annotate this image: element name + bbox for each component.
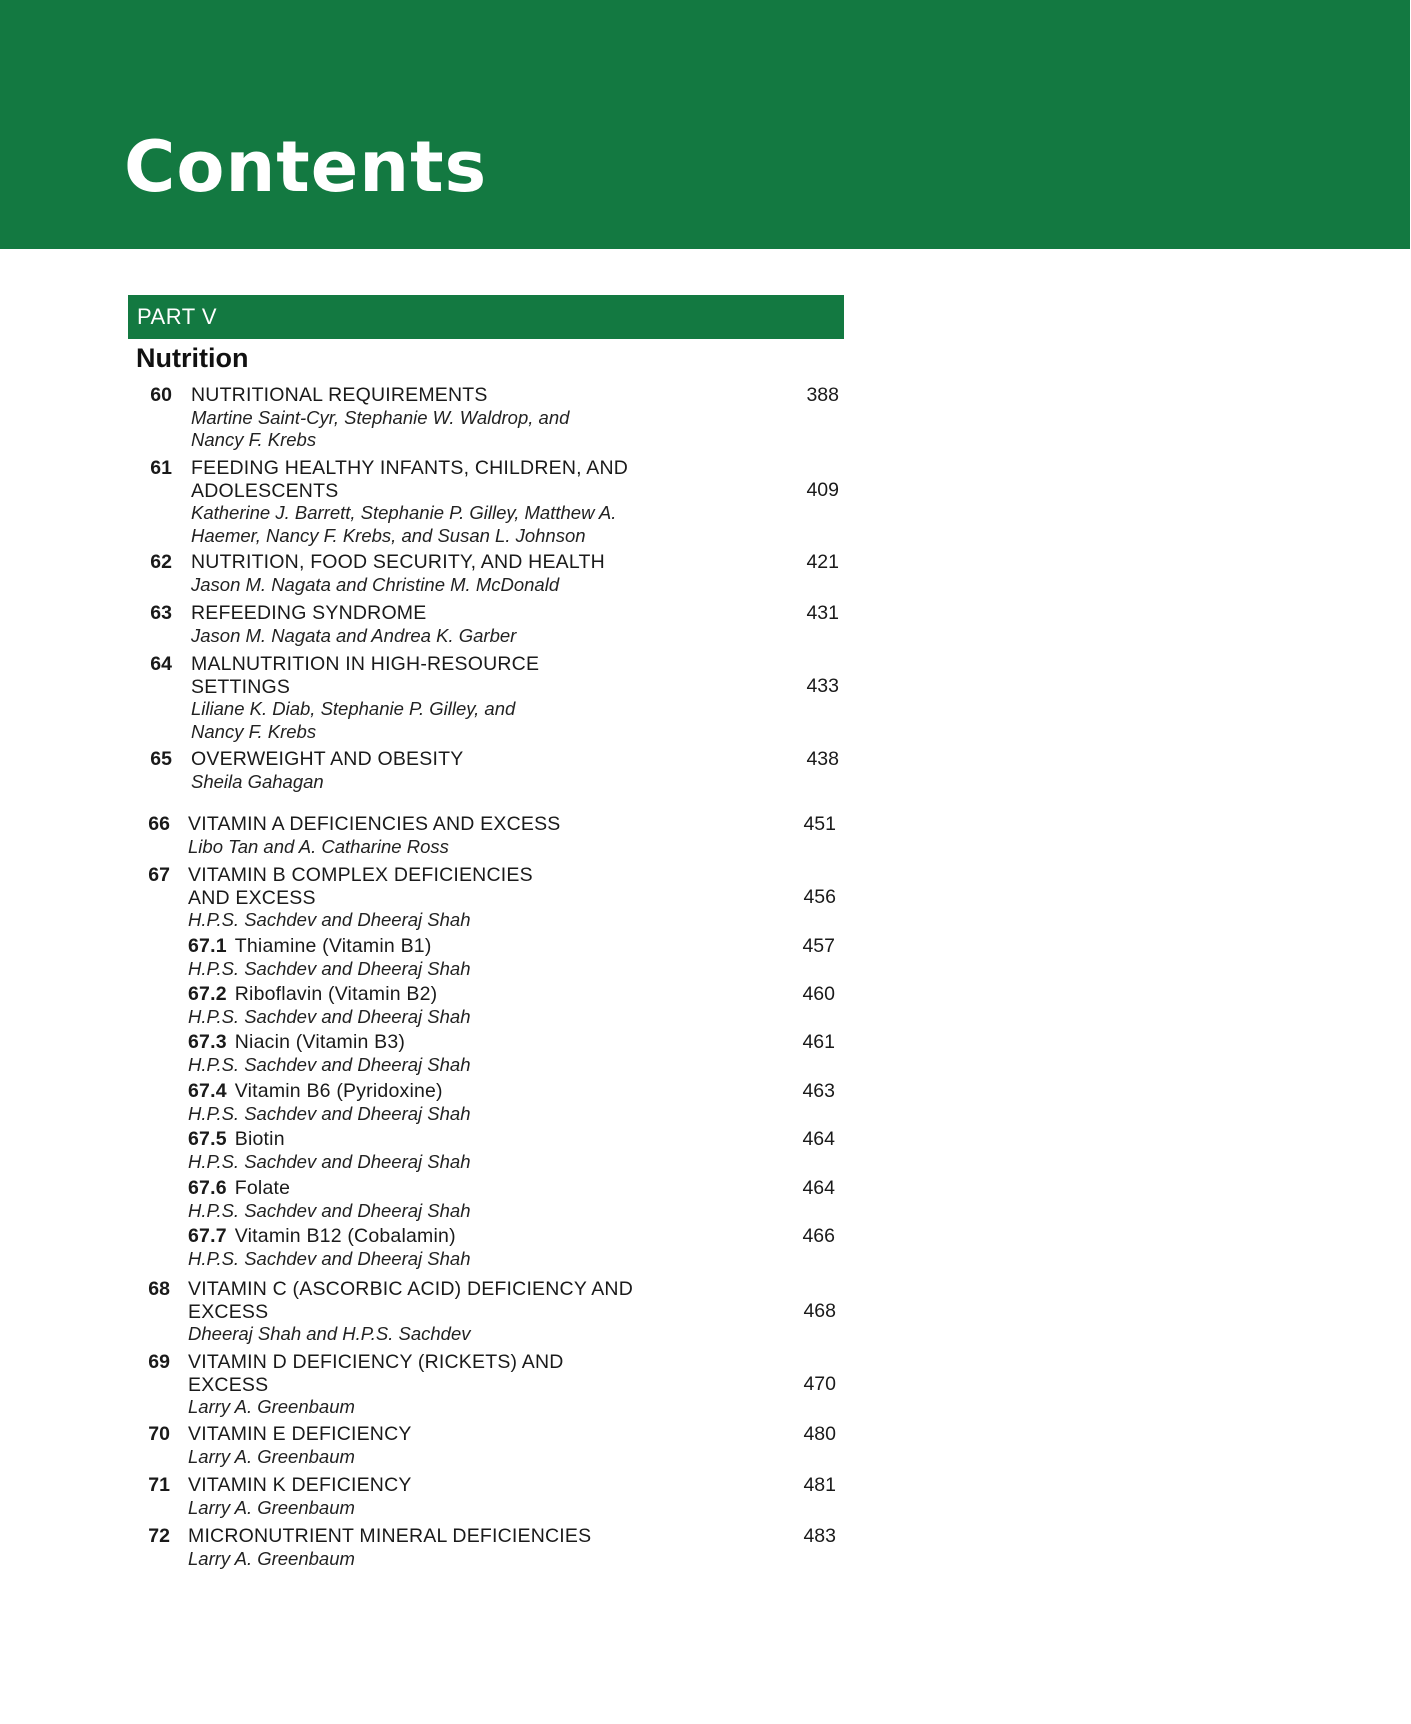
chapter-authors: Larry A. Greenbaum	[188, 1496, 355, 1518]
chapter-number: 71	[148, 1474, 170, 1496]
chapter-authors: Dheeraj Shah and H.P.S. Sachdev	[188, 1323, 471, 1344]
part-label: PART V	[128, 295, 844, 339]
page-number: 461	[802, 1031, 835, 1053]
page-number: 480	[803, 1423, 836, 1445]
chapter-title: REFEEDING SYNDROME	[191, 602, 427, 624]
page-number: 421	[806, 551, 839, 573]
subchapter-title: Niacin (Vitamin B3)	[234, 1031, 406, 1053]
page-number: 460	[802, 983, 835, 1005]
subchapter-authors: H.P.S. Sachdev and Dheeraj Shah	[188, 1247, 471, 1269]
page-number: 466	[802, 1225, 835, 1247]
chapter-authors: Sheila Gahagan	[191, 770, 324, 792]
header-banner	[0, 0, 1410, 249]
chapter-number: 60	[150, 384, 172, 406]
chapter-number: 72	[148, 1525, 170, 1547]
subchapter-title: Thiamine (Vitamin B1)	[234, 935, 432, 957]
page-number: 470	[803, 1373, 836, 1395]
chapter-number: 64	[150, 653, 172, 675]
chapter-authors: Larry A. Greenbaum	[188, 1396, 355, 1417]
chapter-title: FEEDING HEALTHY INFANTS, CHILDREN, AND ADOLESCENTS	[191, 457, 629, 502]
chapter-title: VITAMIN A DEFICIENCIES AND EXCESS	[188, 813, 561, 835]
chapter-title: MICRONUTRIENT MINERAL DEFICIENCIES	[188, 1525, 592, 1547]
page-number: 483	[803, 1525, 836, 1547]
subchapter-number: 67.7	[188, 1225, 227, 1247]
chapter-number: 68	[148, 1278, 170, 1300]
page-number: 433	[806, 675, 839, 697]
subchapter-authors: H.P.S. Sachdev and Dheeraj Shah	[188, 957, 471, 979]
subchapter-number: 67.4	[188, 1080, 227, 1102]
page-title: Contents	[124, 126, 488, 208]
chapter-authors: Jason M. Nagata and Andrea K. Garber	[191, 624, 517, 646]
subchapter-number: 67.2	[188, 983, 227, 1005]
page-number: 464	[802, 1177, 835, 1199]
page-number: 456	[803, 886, 836, 908]
chapter-authors: Martine Saint-Cyr, Stephanie W. Waldrop, and Nancy F. Krebs	[191, 406, 570, 450]
chapter-number: 66	[148, 813, 170, 835]
subchapter-title: Riboflavin (Vitamin B2)	[234, 983, 438, 1005]
chapter-title: OVERWEIGHT AND OBESITY	[191, 748, 464, 770]
chapter-title: VITAMIN K DEFICIENCY	[188, 1474, 412, 1496]
chapter-authors: Larry A. Greenbaum	[188, 1547, 355, 1569]
chapter-number: 63	[150, 602, 172, 624]
chapter-authors: H.P.S. Sachdev and Dheeraj Shah	[188, 909, 471, 930]
subchapter-authors: H.P.S. Sachdev and Dheeraj Shah	[188, 1102, 471, 1124]
page-number: 468	[803, 1300, 836, 1322]
subchapter-title: Vitamin B6 (Pyridoxine)	[234, 1080, 443, 1102]
chapter-title: VITAMIN D DEFICIENCY (RICKETS) AND EXCESS	[188, 1351, 564, 1396]
chapter-number: 62	[150, 551, 172, 573]
subchapter-authors: H.P.S. Sachdev and Dheeraj Shah	[188, 1199, 471, 1221]
page-number: 409	[806, 479, 839, 501]
page-number: 457	[802, 935, 835, 957]
page-number: 438	[806, 748, 839, 770]
chapter-number: 65	[150, 748, 172, 770]
chapter-title: NUTRITION, FOOD SECURITY, AND HEALTH	[191, 551, 605, 573]
chapter-authors: Liliane K. Diab, Stephanie P. Gilley, and Nancy F. Krebs	[191, 698, 516, 742]
page-number: 431	[806, 602, 839, 624]
chapter-number: 69	[148, 1351, 170, 1373]
subchapter-authors: H.P.S. Sachdev and Dheeraj Shah	[188, 1150, 471, 1172]
page-number: 481	[803, 1474, 836, 1496]
subchapter-title: Vitamin B12 (Cobalamin)	[234, 1225, 456, 1247]
page-number: 464	[802, 1128, 835, 1150]
chapter-authors: Larry A. Greenbaum	[188, 1445, 355, 1467]
section-title: Nutrition	[136, 343, 249, 373]
subchapter-authors: H.P.S. Sachdev and Dheeraj Shah	[188, 1053, 471, 1075]
page-number: 463	[802, 1080, 835, 1102]
chapter-title: MALNUTRITION IN HIGH-RESOURCE SETTINGS	[191, 653, 540, 698]
subchapter-title: Biotin	[234, 1128, 285, 1150]
chapter-title: VITAMIN E DEFICIENCY	[188, 1423, 412, 1445]
chapter-authors: Jason M. Nagata and Christine M. McDonald	[191, 573, 560, 595]
page-number: 388	[806, 384, 839, 406]
chapter-title: NUTRITIONAL REQUIREMENTS	[191, 384, 488, 406]
subchapter-number: 67.5	[188, 1128, 227, 1150]
page-number: 451	[803, 813, 836, 835]
subchapter-number: 67.3	[188, 1031, 227, 1053]
subchapter-number: 67.1	[188, 935, 227, 957]
chapter-authors: Katherine J. Barrett, Stephanie P. Gilley, Matthew A. Haemer, Nancy F. Krebs, and Susan L. Johnson	[191, 502, 617, 546]
chapter-title: VITAMIN C (ASCORBIC ACID) DEFICIENCY AND EXCESS	[188, 1278, 633, 1323]
subchapter-number: 67.6	[188, 1177, 227, 1199]
chapter-number: 67	[148, 864, 170, 886]
subchapter-title: Folate	[234, 1177, 291, 1199]
subchapter-authors: H.P.S. Sachdev and Dheeraj Shah	[188, 1005, 471, 1027]
chapter-authors: Libo Tan and A. Catharine Ross	[188, 835, 449, 857]
chapter-title: VITAMIN B COMPLEX DEFICIENCIES AND EXCESS	[188, 864, 533, 909]
chapter-number: 70	[148, 1423, 170, 1445]
chapter-number: 61	[150, 457, 172, 479]
